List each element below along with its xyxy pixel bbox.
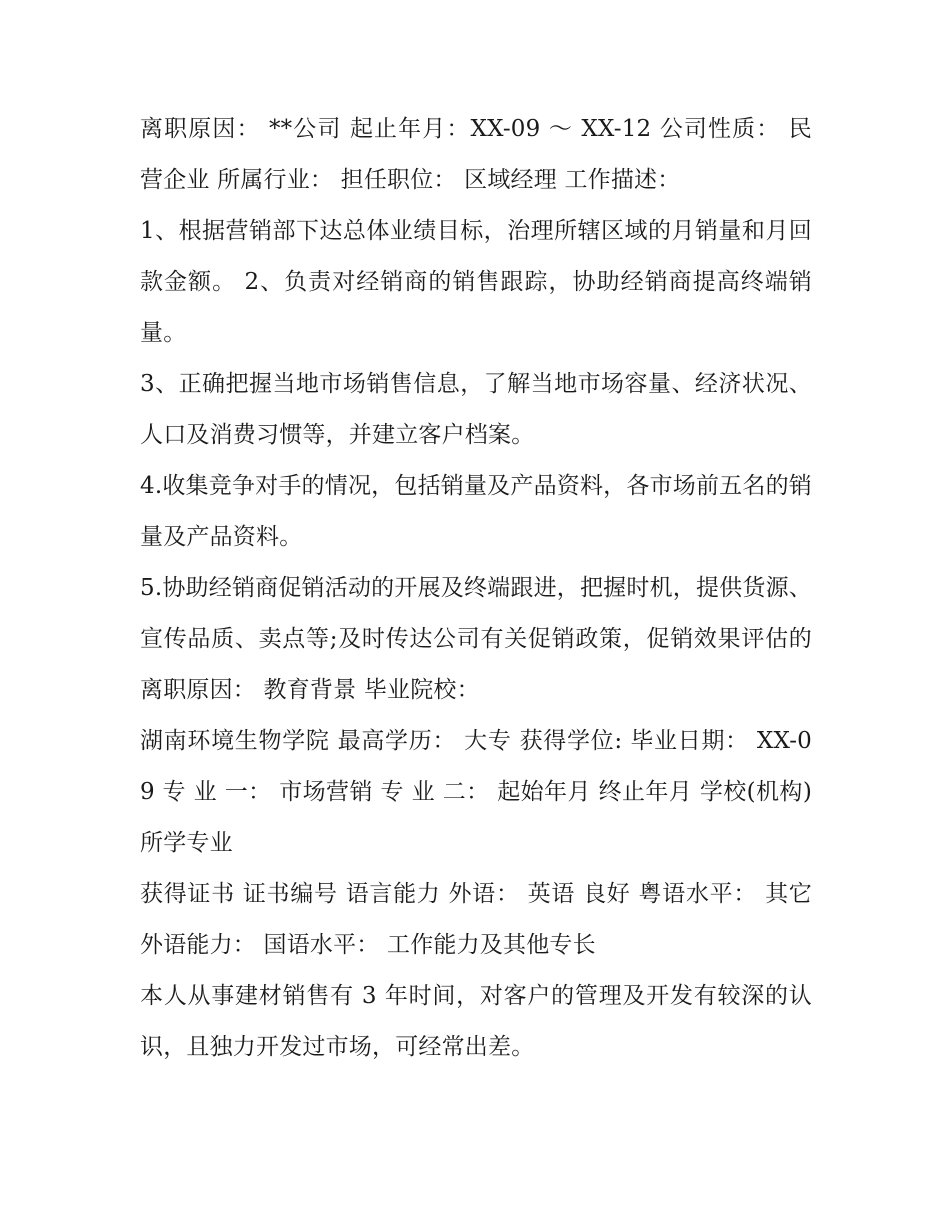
paragraph-self-assessment: 本人从事建材销售有 3 年时间，对客户的管理及开发有较深的认识，且独力开发过市场，可经常出差。 — [140, 983, 812, 1060]
paragraph-duty-3: 3、正确把握当地市场销售信息，了解当地市场容量、经济状况、人口及消费习惯等，并建立客户档案。 — [140, 371, 812, 448]
paragraph-duty-1-2: 1、根据营销部下达总体业绩目标，治理所辖区域的月销量和月回款金额。 2、负责对经销商的销售跟踪，协助经销商提高终端销量。 — [140, 218, 812, 346]
paragraph-duty-5: 5.协助经销商促销活动的开展及终端跟进，把握时机，提供货源、宣传品质、卖点等;及时传达公司有关促销政策，促销效果评估的 离职原因： 教育背景 毕业院校： — [140, 575, 812, 703]
paragraph-resignation-company: 离职原因： **公司 起止年月：XX-09 ～ XX-12 公司性质： 民营企业 所属行业： 担任职位： 区域经理 工作描述： — [140, 116, 812, 193]
paragraph-education: 湖南环境生物学院 最高学历： 大专 获得学位: 毕业日期： XX-09 专 业 一： 市场营销 专 业 二： 起始年月 终止年月 学校(机构) 所学专业 — [140, 728, 812, 856]
document-body — [140, 104, 812, 1073]
paragraph-certificates-languages: 获得证书 证书编号 语言能力 外语： 英语 良好 粤语水平： 其它外语能力： 国语水平： 工作能力及其他专长 — [140, 881, 812, 958]
paragraph-duty-4: 4.收集竞争对手的情况，包括销量及产品资料，各市场前五名的销量及产品资料。 — [140, 473, 812, 550]
